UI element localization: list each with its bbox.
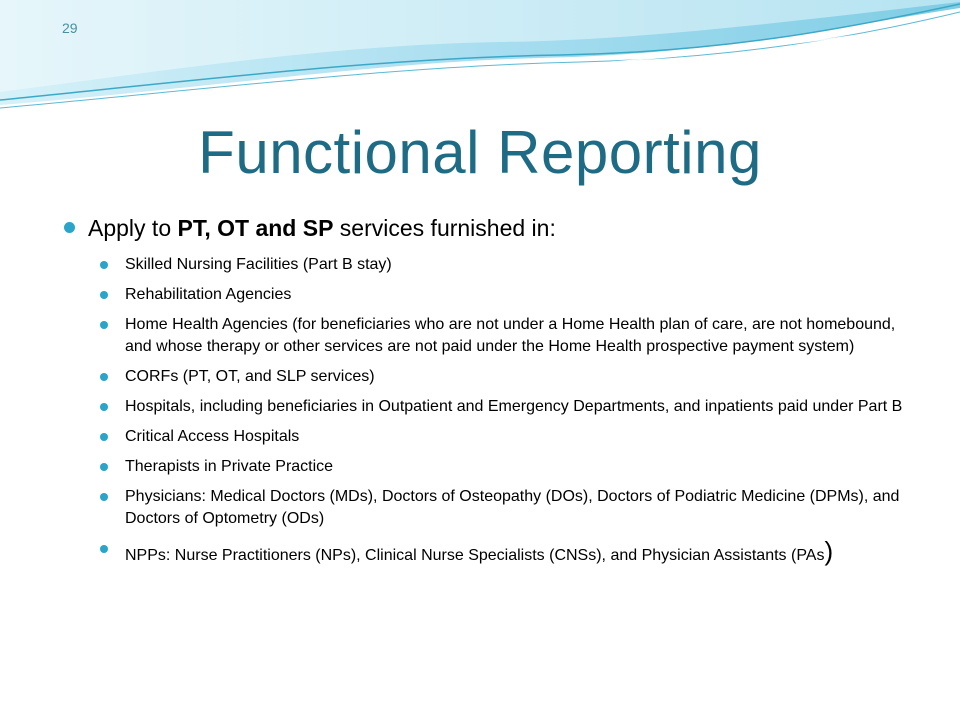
slide-content [64,212,914,577]
bullet-dot-icon [100,545,108,553]
sub-bullet [64,538,914,569]
sub-bullet [64,486,914,530]
sub-bullet [64,456,914,478]
sub-bullet-text: Therapists in Private Practice [125,458,334,475]
closing-parenthesis: ) [824,536,834,566]
main-bullet-prefix: Apply to [88,215,178,241]
sub-bullet-list [64,254,914,569]
main-bullet-suffix: services furnished in: [333,215,556,241]
sub-bullet [64,314,914,358]
sub-bullet-text: Skilled Nursing Facilities (Part B stay) [125,256,392,273]
sub-bullet-text: Rehabilitation Agencies [125,286,292,303]
bullet-dot-icon [100,291,108,299]
bullet-dot-icon [100,463,108,471]
bullet-dot-icon [64,222,75,233]
bullet-dot-icon [100,493,108,501]
sub-bullet-text: Physicians: Medical Doctors (MDs), Doctors of Osteopathy (DOs), Doctors of Podiatric Medicine (DPMs), and Doctors of Optometry (ODs) [125,488,900,527]
bullet-dot-icon [100,403,108,411]
sub-bullet [64,284,914,306]
sub-bullet [64,426,914,448]
main-bullet-emphasis: PT, OT and SP [177,215,334,241]
bullet-dot-icon [100,433,108,441]
sub-bullet-text: Home Health Agencies (for beneficiaries who are not under a Home Health plan of care, are not homebound, and whose therapy or other services are not paid under the Home Health prospective payment system) [125,316,896,355]
sub-bullet-text: NPPs: Nurse Practitioners (NPs), Clinical Nurse Specialists (CNSs), and Physician Assistants (PAs [125,547,825,564]
sub-bullet [64,396,914,418]
sub-bullet [64,366,914,388]
slide-title: Functional Reporting [198,119,762,186]
main-bullet [64,212,914,244]
sub-bullet-text: Critical Access Hospitals [125,428,300,445]
bullet-dot-icon [100,373,108,381]
slide-number: 29 [62,20,78,36]
sub-bullet-text: Hospitals, including beneficiaries in Outpatient and Emergency Departments, and inpatients paid under Part B [125,398,903,415]
sub-bullet [64,254,914,276]
bullet-dot-icon [100,261,108,269]
header-wave-decoration [0,0,960,110]
sub-bullet-text: CORFs (PT, OT, and SLP services) [125,368,375,385]
bullet-dot-icon [100,321,108,329]
